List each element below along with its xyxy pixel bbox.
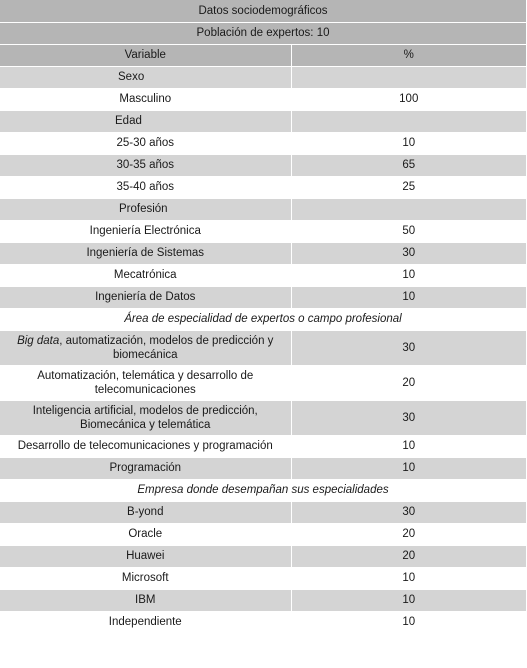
table-row (0, 176, 526, 198)
row-value: 50 (291, 220, 526, 242)
row-value: 10 (291, 132, 526, 154)
section-header-edad (0, 110, 526, 132)
section-value-empty (291, 198, 526, 220)
section-header-area (0, 308, 526, 330)
row-value: 10 (291, 264, 526, 286)
row-label: Ingeniería de Sistemas (0, 242, 291, 264)
row-label: IBM (0, 589, 291, 611)
table-row (0, 88, 526, 110)
table-row (0, 132, 526, 154)
row-value: 100 (291, 88, 526, 110)
row-label: 25-30 años (0, 132, 291, 154)
row-label: Inteligencia artificial, modelos de predicción, Biomecánica y telemática (0, 400, 291, 435)
table-row (0, 567, 526, 589)
row-value: 30 (291, 242, 526, 264)
table-row (0, 523, 526, 545)
table-row (0, 264, 526, 286)
table-row (0, 457, 526, 479)
section-value-empty (291, 66, 526, 88)
row-value: 20 (291, 545, 526, 567)
table-row (0, 611, 526, 633)
table-row (0, 330, 526, 365)
table-title-row (0, 0, 526, 22)
table-row (0, 435, 526, 457)
table-title: Datos sociodemográficos (0, 0, 526, 22)
row-value: 30 (291, 501, 526, 523)
row-value: 30 (291, 400, 526, 435)
table-row (0, 501, 526, 523)
row-label: Huawei (0, 545, 291, 567)
row-label: B-yond (0, 501, 291, 523)
row-label: Automatización, telemática y desarrollo de telecomunicaciones (0, 365, 291, 400)
row-value: 10 (291, 567, 526, 589)
table-row (0, 400, 526, 435)
column-header-variable: Variable (0, 44, 291, 66)
table-row (0, 154, 526, 176)
section-label: Profesión (0, 198, 291, 220)
column-header-row (0, 44, 526, 66)
row-label: Programación (0, 457, 291, 479)
table-row (0, 589, 526, 611)
row-label: Desarrollo de telecomunicaciones y programación (0, 435, 291, 457)
row-label: Microsoft (0, 567, 291, 589)
section-label: Sexo (0, 66, 291, 88)
section-label: Empresa donde desempañan sus especialidades (0, 479, 526, 501)
row-label: Mecatrónica (0, 264, 291, 286)
row-label: Ingeniería de Datos (0, 286, 291, 308)
row-label: 30-35 años (0, 154, 291, 176)
row-value: 65 (291, 154, 526, 176)
row-label-emphasis: Big data (17, 334, 60, 347)
row-value: 10 (291, 611, 526, 633)
row-value: 10 (291, 435, 526, 457)
row-label: Ingeniería Electrónica (0, 220, 291, 242)
section-label: Área de especialidad de expertos o campo profesional (0, 308, 526, 330)
table-row (0, 545, 526, 567)
table-subtitle-row (0, 22, 526, 44)
column-header-percent: % (291, 44, 526, 66)
section-header-sexo (0, 66, 526, 88)
table-row (0, 242, 526, 264)
section-header-empresa (0, 479, 526, 501)
section-header-profesion (0, 198, 526, 220)
table-row (0, 365, 526, 400)
row-label: Oracle (0, 523, 291, 545)
row-label (0, 330, 291, 365)
row-label-rest: , automatización, modelos de predicción y biomecánica (59, 334, 274, 361)
row-value: 20 (291, 523, 526, 545)
row-value: 10 (291, 286, 526, 308)
row-label: Independiente (0, 611, 291, 633)
row-label: 35-40 años (0, 176, 291, 198)
row-value: 10 (291, 457, 526, 479)
row-value: 10 (291, 589, 526, 611)
table-row (0, 220, 526, 242)
section-label: Edad (0, 110, 291, 132)
section-value-empty (291, 110, 526, 132)
row-value: 30 (291, 330, 526, 365)
row-value: 20 (291, 365, 526, 400)
row-label: Masculino (0, 88, 291, 110)
table-row (0, 286, 526, 308)
table-subtitle: Población de expertos: 10 (0, 22, 526, 44)
row-value: 25 (291, 176, 526, 198)
